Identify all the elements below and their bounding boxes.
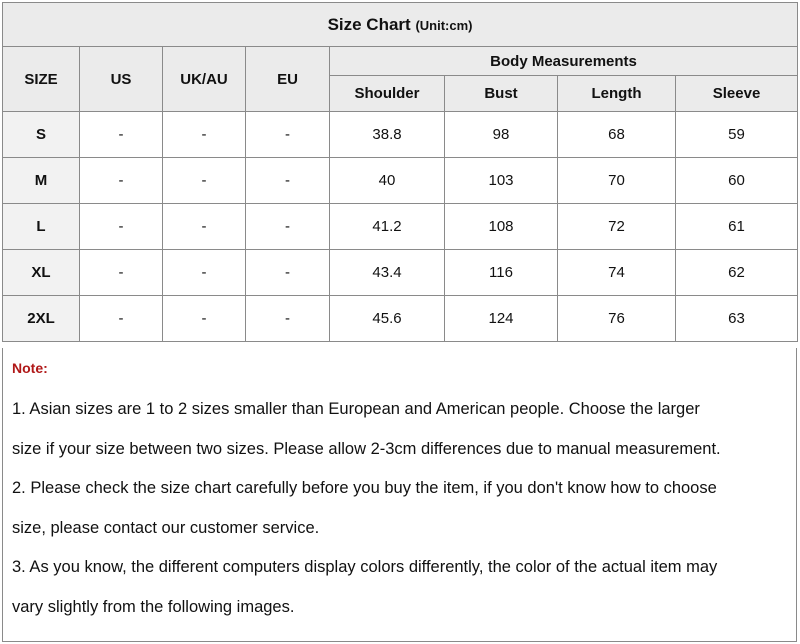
header-length: Length <box>558 76 676 112</box>
note-title: Note: <box>12 360 48 376</box>
cell-shoulder: 43.4 <box>330 250 445 296</box>
cell-length: 76 <box>558 296 676 342</box>
cell-eu: - <box>246 158 330 204</box>
header-body-measurements: Body Measurements <box>330 47 798 76</box>
chart-title <box>3 3 798 47</box>
header-ukau: UK/AU <box>163 47 246 112</box>
cell-shoulder: 45.6 <box>330 296 445 342</box>
cell-sleeve: 61 <box>676 204 798 250</box>
cell-us: - <box>80 158 163 204</box>
cell-eu: - <box>246 204 330 250</box>
table-row <box>3 296 798 342</box>
cell-ukau: - <box>163 112 246 158</box>
cell-us: - <box>80 204 163 250</box>
header-size: SIZE <box>3 47 80 112</box>
cell-shoulder: 40 <box>330 158 445 204</box>
cell-eu: - <box>246 250 330 296</box>
note-line: 2. Please check the size chart carefully before you buy the item, if you don't know how to choose <box>12 479 717 497</box>
cell-eu: - <box>246 296 330 342</box>
header-eu: EU <box>246 47 330 112</box>
cell-bust: 108 <box>445 204 558 250</box>
cell-shoulder: 41.2 <box>330 204 445 250</box>
cell-shoulder: 38.8 <box>330 112 445 158</box>
cell-sleeve: 62 <box>676 250 798 296</box>
note-line: vary slightly from the following images. <box>12 597 295 616</box>
cell-size: S <box>3 112 80 158</box>
cell-sleeve: 60 <box>676 158 798 204</box>
header-sleeve: Sleeve <box>676 76 798 112</box>
table-row <box>3 112 798 158</box>
cell-size: L <box>3 204 80 250</box>
cell-us: - <box>80 112 163 158</box>
cell-length: 70 <box>558 158 676 204</box>
table-row <box>3 204 798 250</box>
cell-bust: 116 <box>445 250 558 296</box>
note-line: size if your size between two sizes. Please allow 2-3cm differences due to manual measurement. <box>12 439 721 458</box>
header-us: US <box>80 47 163 112</box>
cell-us: - <box>80 296 163 342</box>
cell-ukau: - <box>163 204 246 250</box>
cell-size: XL <box>3 250 80 296</box>
header-bust: Bust <box>445 76 558 112</box>
cell-bust: 98 <box>445 112 558 158</box>
cell-sleeve: 59 <box>676 112 798 158</box>
table-row <box>3 250 798 296</box>
note-line: size, please contact our customer service. <box>12 518 320 537</box>
cell-length: 74 <box>558 250 676 296</box>
table-row <box>3 158 798 204</box>
chart-title-text: Size Chart <box>327 14 411 34</box>
cell-length: 72 <box>558 204 676 250</box>
cell-size: 2XL <box>3 296 80 342</box>
chart-unit: (Unit:cm) <box>415 17 473 33</box>
cell-eu: - <box>246 112 330 158</box>
cell-ukau: - <box>163 250 246 296</box>
cell-bust: 103 <box>445 158 558 204</box>
cell-length: 68 <box>558 112 676 158</box>
note-line: 3. As you know, the different computers display colors differently, the color of the actual item may <box>12 558 718 576</box>
cell-us: - <box>80 250 163 296</box>
cell-ukau: - <box>163 296 246 342</box>
note-section <box>2 348 797 642</box>
cell-sleeve: 63 <box>676 296 798 342</box>
header-shoulder: Shoulder <box>330 76 445 112</box>
cell-size: M <box>3 158 80 204</box>
size-chart-table <box>2 2 798 342</box>
cell-ukau: - <box>163 158 246 204</box>
note-line: 1. Asian sizes are 1 to 2 sizes smaller than European and American people. Choose the larger <box>12 400 700 418</box>
cell-bust: 124 <box>445 296 558 342</box>
